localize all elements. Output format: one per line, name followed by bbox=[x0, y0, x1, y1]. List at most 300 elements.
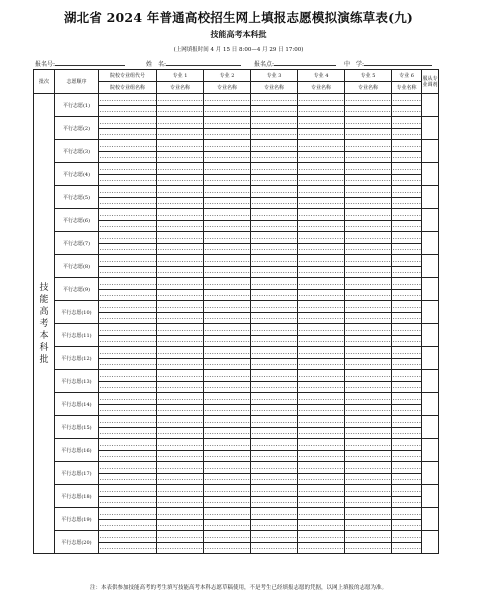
major-4-name-input[interactable] bbox=[298, 129, 345, 140]
major-2-name-input[interactable] bbox=[204, 152, 251, 163]
major-5-name-input[interactable] bbox=[345, 520, 392, 531]
school-name-input[interactable] bbox=[99, 359, 157, 370]
major-4-code-input[interactable] bbox=[298, 140, 345, 152]
adjust-input[interactable] bbox=[422, 209, 439, 232]
adjust-input[interactable] bbox=[422, 232, 439, 255]
school-code-input[interactable] bbox=[99, 117, 157, 129]
major-2-name-input[interactable] bbox=[204, 543, 251, 554]
major-1-code-input[interactable] bbox=[157, 393, 204, 405]
major-1-code-input[interactable] bbox=[157, 347, 204, 359]
major-1-name-input[interactable] bbox=[157, 428, 204, 439]
major-4-code-input[interactable] bbox=[298, 209, 345, 221]
site-field[interactable] bbox=[254, 59, 336, 68]
name-field[interactable] bbox=[146, 59, 241, 68]
school-name-input[interactable] bbox=[99, 543, 157, 554]
major-1-code-input[interactable] bbox=[157, 232, 204, 244]
school-name-input[interactable] bbox=[99, 267, 157, 278]
major-6-code-input[interactable] bbox=[392, 370, 422, 382]
major-4-name-input[interactable] bbox=[298, 267, 345, 278]
major-4-code-input[interactable] bbox=[298, 508, 345, 520]
major-2-code-input[interactable] bbox=[204, 209, 251, 221]
major-4-code-input[interactable] bbox=[298, 439, 345, 451]
school-code-input[interactable] bbox=[99, 140, 157, 152]
school-name-input[interactable] bbox=[99, 474, 157, 485]
major-3-name-input[interactable] bbox=[251, 313, 298, 324]
adjust-input[interactable] bbox=[422, 393, 439, 416]
major-1-code-input[interactable] bbox=[157, 485, 204, 497]
major-6-code-input[interactable] bbox=[392, 485, 422, 497]
major-1-code-input[interactable] bbox=[157, 163, 204, 175]
major-4-code-input[interactable] bbox=[298, 347, 345, 359]
major-3-code-input[interactable] bbox=[251, 531, 298, 543]
major-4-code-input[interactable] bbox=[298, 232, 345, 244]
major-1-name-input[interactable] bbox=[157, 359, 204, 370]
major-1-name-input[interactable] bbox=[157, 267, 204, 278]
school-name-input[interactable] bbox=[99, 106, 157, 117]
major-1-name-input[interactable] bbox=[157, 106, 204, 117]
major-5-name-input[interactable] bbox=[345, 359, 392, 370]
major-6-name-input[interactable] bbox=[392, 520, 422, 531]
school-name-input[interactable] bbox=[99, 221, 157, 232]
major-6-code-input[interactable] bbox=[392, 209, 422, 221]
major-4-code-input[interactable] bbox=[298, 117, 345, 129]
major-3-name-input[interactable] bbox=[251, 336, 298, 347]
major-3-name-input[interactable] bbox=[251, 244, 298, 255]
major-6-name-input[interactable] bbox=[392, 497, 422, 508]
adjust-input[interactable] bbox=[422, 94, 439, 117]
major-3-name-input[interactable] bbox=[251, 474, 298, 485]
school-code-input[interactable] bbox=[99, 186, 157, 198]
major-2-code-input[interactable] bbox=[204, 163, 251, 175]
adjust-input[interactable] bbox=[422, 485, 439, 508]
major-6-name-input[interactable] bbox=[392, 474, 422, 485]
major-2-code-input[interactable] bbox=[204, 255, 251, 267]
major-4-code-input[interactable] bbox=[298, 301, 345, 313]
major-2-code-input[interactable] bbox=[204, 370, 251, 382]
major-5-name-input[interactable] bbox=[345, 175, 392, 186]
major-4-code-input[interactable] bbox=[298, 462, 345, 474]
major-2-name-input[interactable] bbox=[204, 175, 251, 186]
school-code-input[interactable] bbox=[99, 416, 157, 428]
major-4-name-input[interactable] bbox=[298, 244, 345, 255]
major-4-name-input[interactable] bbox=[298, 543, 345, 554]
major-6-code-input[interactable] bbox=[392, 186, 422, 198]
major-3-name-input[interactable] bbox=[251, 382, 298, 393]
major-5-name-input[interactable] bbox=[345, 290, 392, 301]
adjust-input[interactable] bbox=[422, 186, 439, 209]
school-name-input[interactable] bbox=[99, 520, 157, 531]
adjust-input[interactable] bbox=[422, 439, 439, 462]
major-4-name-input[interactable] bbox=[298, 451, 345, 462]
major-3-name-input[interactable] bbox=[251, 359, 298, 370]
major-2-name-input[interactable] bbox=[204, 359, 251, 370]
major-1-name-input[interactable] bbox=[157, 382, 204, 393]
major-5-name-input[interactable] bbox=[345, 106, 392, 117]
school-code-input[interactable] bbox=[99, 462, 157, 474]
major-2-name-input[interactable] bbox=[204, 405, 251, 416]
major-3-code-input[interactable] bbox=[251, 416, 298, 428]
major-2-code-input[interactable] bbox=[204, 393, 251, 405]
school-name-input[interactable] bbox=[99, 382, 157, 393]
major-4-code-input[interactable] bbox=[298, 416, 345, 428]
school-name-input[interactable] bbox=[99, 290, 157, 301]
major-5-name-input[interactable] bbox=[345, 382, 392, 393]
major-3-code-input[interactable] bbox=[251, 462, 298, 474]
major-2-code-input[interactable] bbox=[204, 301, 251, 313]
major-1-name-input[interactable] bbox=[157, 313, 204, 324]
major-5-code-input[interactable] bbox=[345, 347, 392, 359]
school-code-input[interactable] bbox=[99, 439, 157, 451]
adjust-input[interactable] bbox=[422, 301, 439, 324]
major-2-name-input[interactable] bbox=[204, 244, 251, 255]
major-2-name-input[interactable] bbox=[204, 451, 251, 462]
major-3-code-input[interactable] bbox=[251, 370, 298, 382]
major-2-name-input[interactable] bbox=[204, 267, 251, 278]
major-1-code-input[interactable] bbox=[157, 370, 204, 382]
major-5-code-input[interactable] bbox=[345, 439, 392, 451]
major-2-code-input[interactable] bbox=[204, 531, 251, 543]
major-3-name-input[interactable] bbox=[251, 221, 298, 232]
school-name-input[interactable] bbox=[99, 244, 157, 255]
major-5-name-input[interactable] bbox=[345, 428, 392, 439]
major-5-code-input[interactable] bbox=[345, 209, 392, 221]
major-3-code-input[interactable] bbox=[251, 393, 298, 405]
major-6-name-input[interactable] bbox=[392, 336, 422, 347]
school-code-input[interactable] bbox=[99, 531, 157, 543]
major-3-code-input[interactable] bbox=[251, 209, 298, 221]
major-2-code-input[interactable] bbox=[204, 324, 251, 336]
major-3-code-input[interactable] bbox=[251, 485, 298, 497]
major-2-code-input[interactable] bbox=[204, 140, 251, 152]
major-3-name-input[interactable] bbox=[251, 106, 298, 117]
major-1-code-input[interactable] bbox=[157, 508, 204, 520]
major-5-code-input[interactable] bbox=[345, 508, 392, 520]
adjust-input[interactable] bbox=[422, 255, 439, 278]
major-4-name-input[interactable] bbox=[298, 198, 345, 209]
major-3-code-input[interactable] bbox=[251, 232, 298, 244]
major-6-code-input[interactable] bbox=[392, 416, 422, 428]
major-5-code-input[interactable] bbox=[345, 163, 392, 175]
major-2-name-input[interactable] bbox=[204, 428, 251, 439]
major-2-code-input[interactable] bbox=[204, 117, 251, 129]
major-1-name-input[interactable] bbox=[157, 336, 204, 347]
adjust-input[interactable] bbox=[422, 462, 439, 485]
adjust-input[interactable] bbox=[422, 531, 439, 554]
major-1-code-input[interactable] bbox=[157, 416, 204, 428]
major-1-code-input[interactable] bbox=[157, 462, 204, 474]
major-4-code-input[interactable] bbox=[298, 485, 345, 497]
major-6-name-input[interactable] bbox=[392, 382, 422, 393]
major-1-name-input[interactable] bbox=[157, 198, 204, 209]
school-name-input[interactable] bbox=[99, 175, 157, 186]
adjust-input[interactable] bbox=[422, 416, 439, 439]
major-3-code-input[interactable] bbox=[251, 347, 298, 359]
major-4-code-input[interactable] bbox=[298, 324, 345, 336]
exam-no-field[interactable] bbox=[35, 59, 125, 68]
major-1-code-input[interactable] bbox=[157, 278, 204, 290]
major-6-name-input[interactable] bbox=[392, 267, 422, 278]
major-3-code-input[interactable] bbox=[251, 439, 298, 451]
major-3-name-input[interactable] bbox=[251, 428, 298, 439]
major-6-name-input[interactable] bbox=[392, 129, 422, 140]
major-5-name-input[interactable] bbox=[345, 405, 392, 416]
major-5-code-input[interactable] bbox=[345, 393, 392, 405]
school-code-input[interactable] bbox=[99, 324, 157, 336]
major-3-name-input[interactable] bbox=[251, 152, 298, 163]
school-code-input[interactable] bbox=[99, 209, 157, 221]
major-1-name-input[interactable] bbox=[157, 244, 204, 255]
major-6-name-input[interactable] bbox=[392, 175, 422, 186]
major-3-code-input[interactable] bbox=[251, 324, 298, 336]
major-6-name-input[interactable] bbox=[392, 428, 422, 439]
adjust-input[interactable] bbox=[422, 370, 439, 393]
major-1-name-input[interactable] bbox=[157, 405, 204, 416]
school-name-input[interactable] bbox=[99, 152, 157, 163]
school-code-input[interactable] bbox=[99, 301, 157, 313]
major-4-name-input[interactable] bbox=[298, 474, 345, 485]
school-name-input[interactable] bbox=[99, 428, 157, 439]
major-2-name-input[interactable] bbox=[204, 474, 251, 485]
major-6-code-input[interactable] bbox=[392, 94, 422, 106]
major-2-name-input[interactable] bbox=[204, 313, 251, 324]
major-6-name-input[interactable] bbox=[392, 198, 422, 209]
school-field[interactable] bbox=[344, 59, 432, 68]
major-5-code-input[interactable] bbox=[345, 462, 392, 474]
major-6-code-input[interactable] bbox=[392, 140, 422, 152]
major-4-name-input[interactable] bbox=[298, 106, 345, 117]
major-1-code-input[interactable] bbox=[157, 117, 204, 129]
major-5-name-input[interactable] bbox=[345, 198, 392, 209]
major-6-code-input[interactable] bbox=[392, 255, 422, 267]
school-name-input[interactable] bbox=[99, 198, 157, 209]
major-4-name-input[interactable] bbox=[298, 359, 345, 370]
major-2-name-input[interactable] bbox=[204, 129, 251, 140]
major-4-name-input[interactable] bbox=[298, 175, 345, 186]
major-3-code-input[interactable] bbox=[251, 186, 298, 198]
major-1-name-input[interactable] bbox=[157, 543, 204, 554]
major-5-code-input[interactable] bbox=[345, 531, 392, 543]
major-3-name-input[interactable] bbox=[251, 543, 298, 554]
major-5-code-input[interactable] bbox=[345, 278, 392, 290]
major-3-name-input[interactable] bbox=[251, 290, 298, 301]
major-5-code-input[interactable] bbox=[345, 301, 392, 313]
major-1-code-input[interactable] bbox=[157, 255, 204, 267]
major-2-name-input[interactable] bbox=[204, 382, 251, 393]
school-code-input[interactable] bbox=[99, 232, 157, 244]
major-2-name-input[interactable] bbox=[204, 198, 251, 209]
major-2-name-input[interactable] bbox=[204, 290, 251, 301]
major-5-name-input[interactable] bbox=[345, 129, 392, 140]
major-4-name-input[interactable] bbox=[298, 313, 345, 324]
school-code-input[interactable] bbox=[99, 393, 157, 405]
major-6-code-input[interactable] bbox=[392, 278, 422, 290]
major-4-name-input[interactable] bbox=[298, 405, 345, 416]
major-2-code-input[interactable] bbox=[204, 278, 251, 290]
major-6-code-input[interactable] bbox=[392, 393, 422, 405]
major-6-name-input[interactable] bbox=[392, 405, 422, 416]
major-6-code-input[interactable] bbox=[392, 508, 422, 520]
major-3-code-input[interactable] bbox=[251, 255, 298, 267]
major-5-name-input[interactable] bbox=[345, 451, 392, 462]
adjust-input[interactable] bbox=[422, 278, 439, 301]
school-name-input[interactable] bbox=[99, 129, 157, 140]
major-1-code-input[interactable] bbox=[157, 301, 204, 313]
major-6-code-input[interactable] bbox=[392, 347, 422, 359]
major-6-code-input[interactable] bbox=[392, 439, 422, 451]
major-3-name-input[interactable] bbox=[251, 175, 298, 186]
major-1-name-input[interactable] bbox=[157, 290, 204, 301]
major-6-name-input[interactable] bbox=[392, 543, 422, 554]
major-1-name-input[interactable] bbox=[157, 175, 204, 186]
major-3-name-input[interactable] bbox=[251, 267, 298, 278]
adjust-input[interactable] bbox=[422, 140, 439, 163]
major-2-name-input[interactable] bbox=[204, 497, 251, 508]
school-code-input[interactable] bbox=[99, 255, 157, 267]
major-6-name-input[interactable] bbox=[392, 359, 422, 370]
major-2-name-input[interactable] bbox=[204, 106, 251, 117]
major-3-name-input[interactable] bbox=[251, 198, 298, 209]
major-4-name-input[interactable] bbox=[298, 428, 345, 439]
adjust-input[interactable] bbox=[422, 117, 439, 140]
major-4-code-input[interactable] bbox=[298, 531, 345, 543]
major-3-code-input[interactable] bbox=[251, 301, 298, 313]
major-3-code-input[interactable] bbox=[251, 117, 298, 129]
school-code-input[interactable] bbox=[99, 278, 157, 290]
school-name-input[interactable] bbox=[99, 497, 157, 508]
major-1-name-input[interactable] bbox=[157, 221, 204, 232]
major-1-code-input[interactable] bbox=[157, 94, 204, 106]
major-5-name-input[interactable] bbox=[345, 313, 392, 324]
major-5-code-input[interactable] bbox=[345, 324, 392, 336]
major-3-code-input[interactable] bbox=[251, 140, 298, 152]
major-5-name-input[interactable] bbox=[345, 474, 392, 485]
major-6-code-input[interactable] bbox=[392, 531, 422, 543]
school-code-input[interactable] bbox=[99, 370, 157, 382]
major-4-name-input[interactable] bbox=[298, 221, 345, 232]
major-3-name-input[interactable] bbox=[251, 520, 298, 531]
major-1-name-input[interactable] bbox=[157, 129, 204, 140]
major-1-name-input[interactable] bbox=[157, 451, 204, 462]
major-2-code-input[interactable] bbox=[204, 416, 251, 428]
major-6-name-input[interactable] bbox=[392, 313, 422, 324]
major-6-name-input[interactable] bbox=[392, 290, 422, 301]
school-code-input[interactable] bbox=[99, 94, 157, 106]
major-6-name-input[interactable] bbox=[392, 451, 422, 462]
major-5-name-input[interactable] bbox=[345, 221, 392, 232]
major-5-name-input[interactable] bbox=[345, 152, 392, 163]
major-2-code-input[interactable] bbox=[204, 186, 251, 198]
major-5-code-input[interactable] bbox=[345, 140, 392, 152]
major-1-code-input[interactable] bbox=[157, 439, 204, 451]
major-3-name-input[interactable] bbox=[251, 405, 298, 416]
major-5-code-input[interactable] bbox=[345, 255, 392, 267]
school-name-input[interactable] bbox=[99, 405, 157, 416]
major-4-name-input[interactable] bbox=[298, 336, 345, 347]
major-5-code-input[interactable] bbox=[345, 186, 392, 198]
major-4-code-input[interactable] bbox=[298, 186, 345, 198]
major-5-code-input[interactable] bbox=[345, 117, 392, 129]
major-3-code-input[interactable] bbox=[251, 278, 298, 290]
major-4-code-input[interactable] bbox=[298, 163, 345, 175]
major-4-code-input[interactable] bbox=[298, 278, 345, 290]
major-5-name-input[interactable] bbox=[345, 267, 392, 278]
major-1-name-input[interactable] bbox=[157, 474, 204, 485]
school-name-input[interactable] bbox=[99, 336, 157, 347]
major-5-name-input[interactable] bbox=[345, 244, 392, 255]
adjust-input[interactable] bbox=[422, 324, 439, 347]
major-2-code-input[interactable] bbox=[204, 347, 251, 359]
major-6-name-input[interactable] bbox=[392, 106, 422, 117]
school-name-input[interactable] bbox=[99, 313, 157, 324]
major-2-code-input[interactable] bbox=[204, 508, 251, 520]
major-4-name-input[interactable] bbox=[298, 152, 345, 163]
adjust-input[interactable] bbox=[422, 347, 439, 370]
major-6-code-input[interactable] bbox=[392, 301, 422, 313]
major-4-name-input[interactable] bbox=[298, 497, 345, 508]
school-code-input[interactable] bbox=[99, 163, 157, 175]
major-6-name-input[interactable] bbox=[392, 221, 422, 232]
major-4-name-input[interactable] bbox=[298, 520, 345, 531]
major-4-code-input[interactable] bbox=[298, 94, 345, 106]
major-3-code-input[interactable] bbox=[251, 163, 298, 175]
major-2-code-input[interactable] bbox=[204, 462, 251, 474]
major-6-code-input[interactable] bbox=[392, 163, 422, 175]
major-5-name-input[interactable] bbox=[345, 497, 392, 508]
adjust-input[interactable] bbox=[422, 163, 439, 186]
major-4-name-input[interactable] bbox=[298, 290, 345, 301]
major-2-name-input[interactable] bbox=[204, 520, 251, 531]
major-2-name-input[interactable] bbox=[204, 221, 251, 232]
major-5-name-input[interactable] bbox=[345, 336, 392, 347]
major-1-name-input[interactable] bbox=[157, 152, 204, 163]
major-6-code-input[interactable] bbox=[392, 324, 422, 336]
major-5-code-input[interactable] bbox=[345, 416, 392, 428]
major-2-code-input[interactable] bbox=[204, 439, 251, 451]
major-3-name-input[interactable] bbox=[251, 451, 298, 462]
major-1-code-input[interactable] bbox=[157, 531, 204, 543]
school-code-input[interactable] bbox=[99, 508, 157, 520]
school-code-input[interactable] bbox=[99, 485, 157, 497]
major-5-code-input[interactable] bbox=[345, 232, 392, 244]
major-6-name-input[interactable] bbox=[392, 152, 422, 163]
major-1-name-input[interactable] bbox=[157, 520, 204, 531]
major-5-code-input[interactable] bbox=[345, 485, 392, 497]
major-4-code-input[interactable] bbox=[298, 393, 345, 405]
major-3-name-input[interactable] bbox=[251, 129, 298, 140]
adjust-input[interactable] bbox=[422, 508, 439, 531]
major-1-code-input[interactable] bbox=[157, 209, 204, 221]
major-5-code-input[interactable] bbox=[345, 94, 392, 106]
major-3-code-input[interactable] bbox=[251, 94, 298, 106]
major-6-code-input[interactable] bbox=[392, 117, 422, 129]
major-1-code-input[interactable] bbox=[157, 324, 204, 336]
major-2-code-input[interactable] bbox=[204, 232, 251, 244]
major-1-code-input[interactable] bbox=[157, 186, 204, 198]
major-1-code-input[interactable] bbox=[157, 140, 204, 152]
major-2-code-input[interactable] bbox=[204, 485, 251, 497]
major-4-code-input[interactable] bbox=[298, 370, 345, 382]
school-code-input[interactable] bbox=[99, 347, 157, 359]
major-6-code-input[interactable] bbox=[392, 232, 422, 244]
major-5-name-input[interactable] bbox=[345, 543, 392, 554]
major-4-name-input[interactable] bbox=[298, 382, 345, 393]
school-name-input[interactable] bbox=[99, 451, 157, 462]
major-6-name-input[interactable] bbox=[392, 244, 422, 255]
major-2-code-input[interactable] bbox=[204, 94, 251, 106]
major-1-name-input[interactable] bbox=[157, 497, 204, 508]
major-3-code-input[interactable] bbox=[251, 508, 298, 520]
major-2-name-input[interactable] bbox=[204, 336, 251, 347]
